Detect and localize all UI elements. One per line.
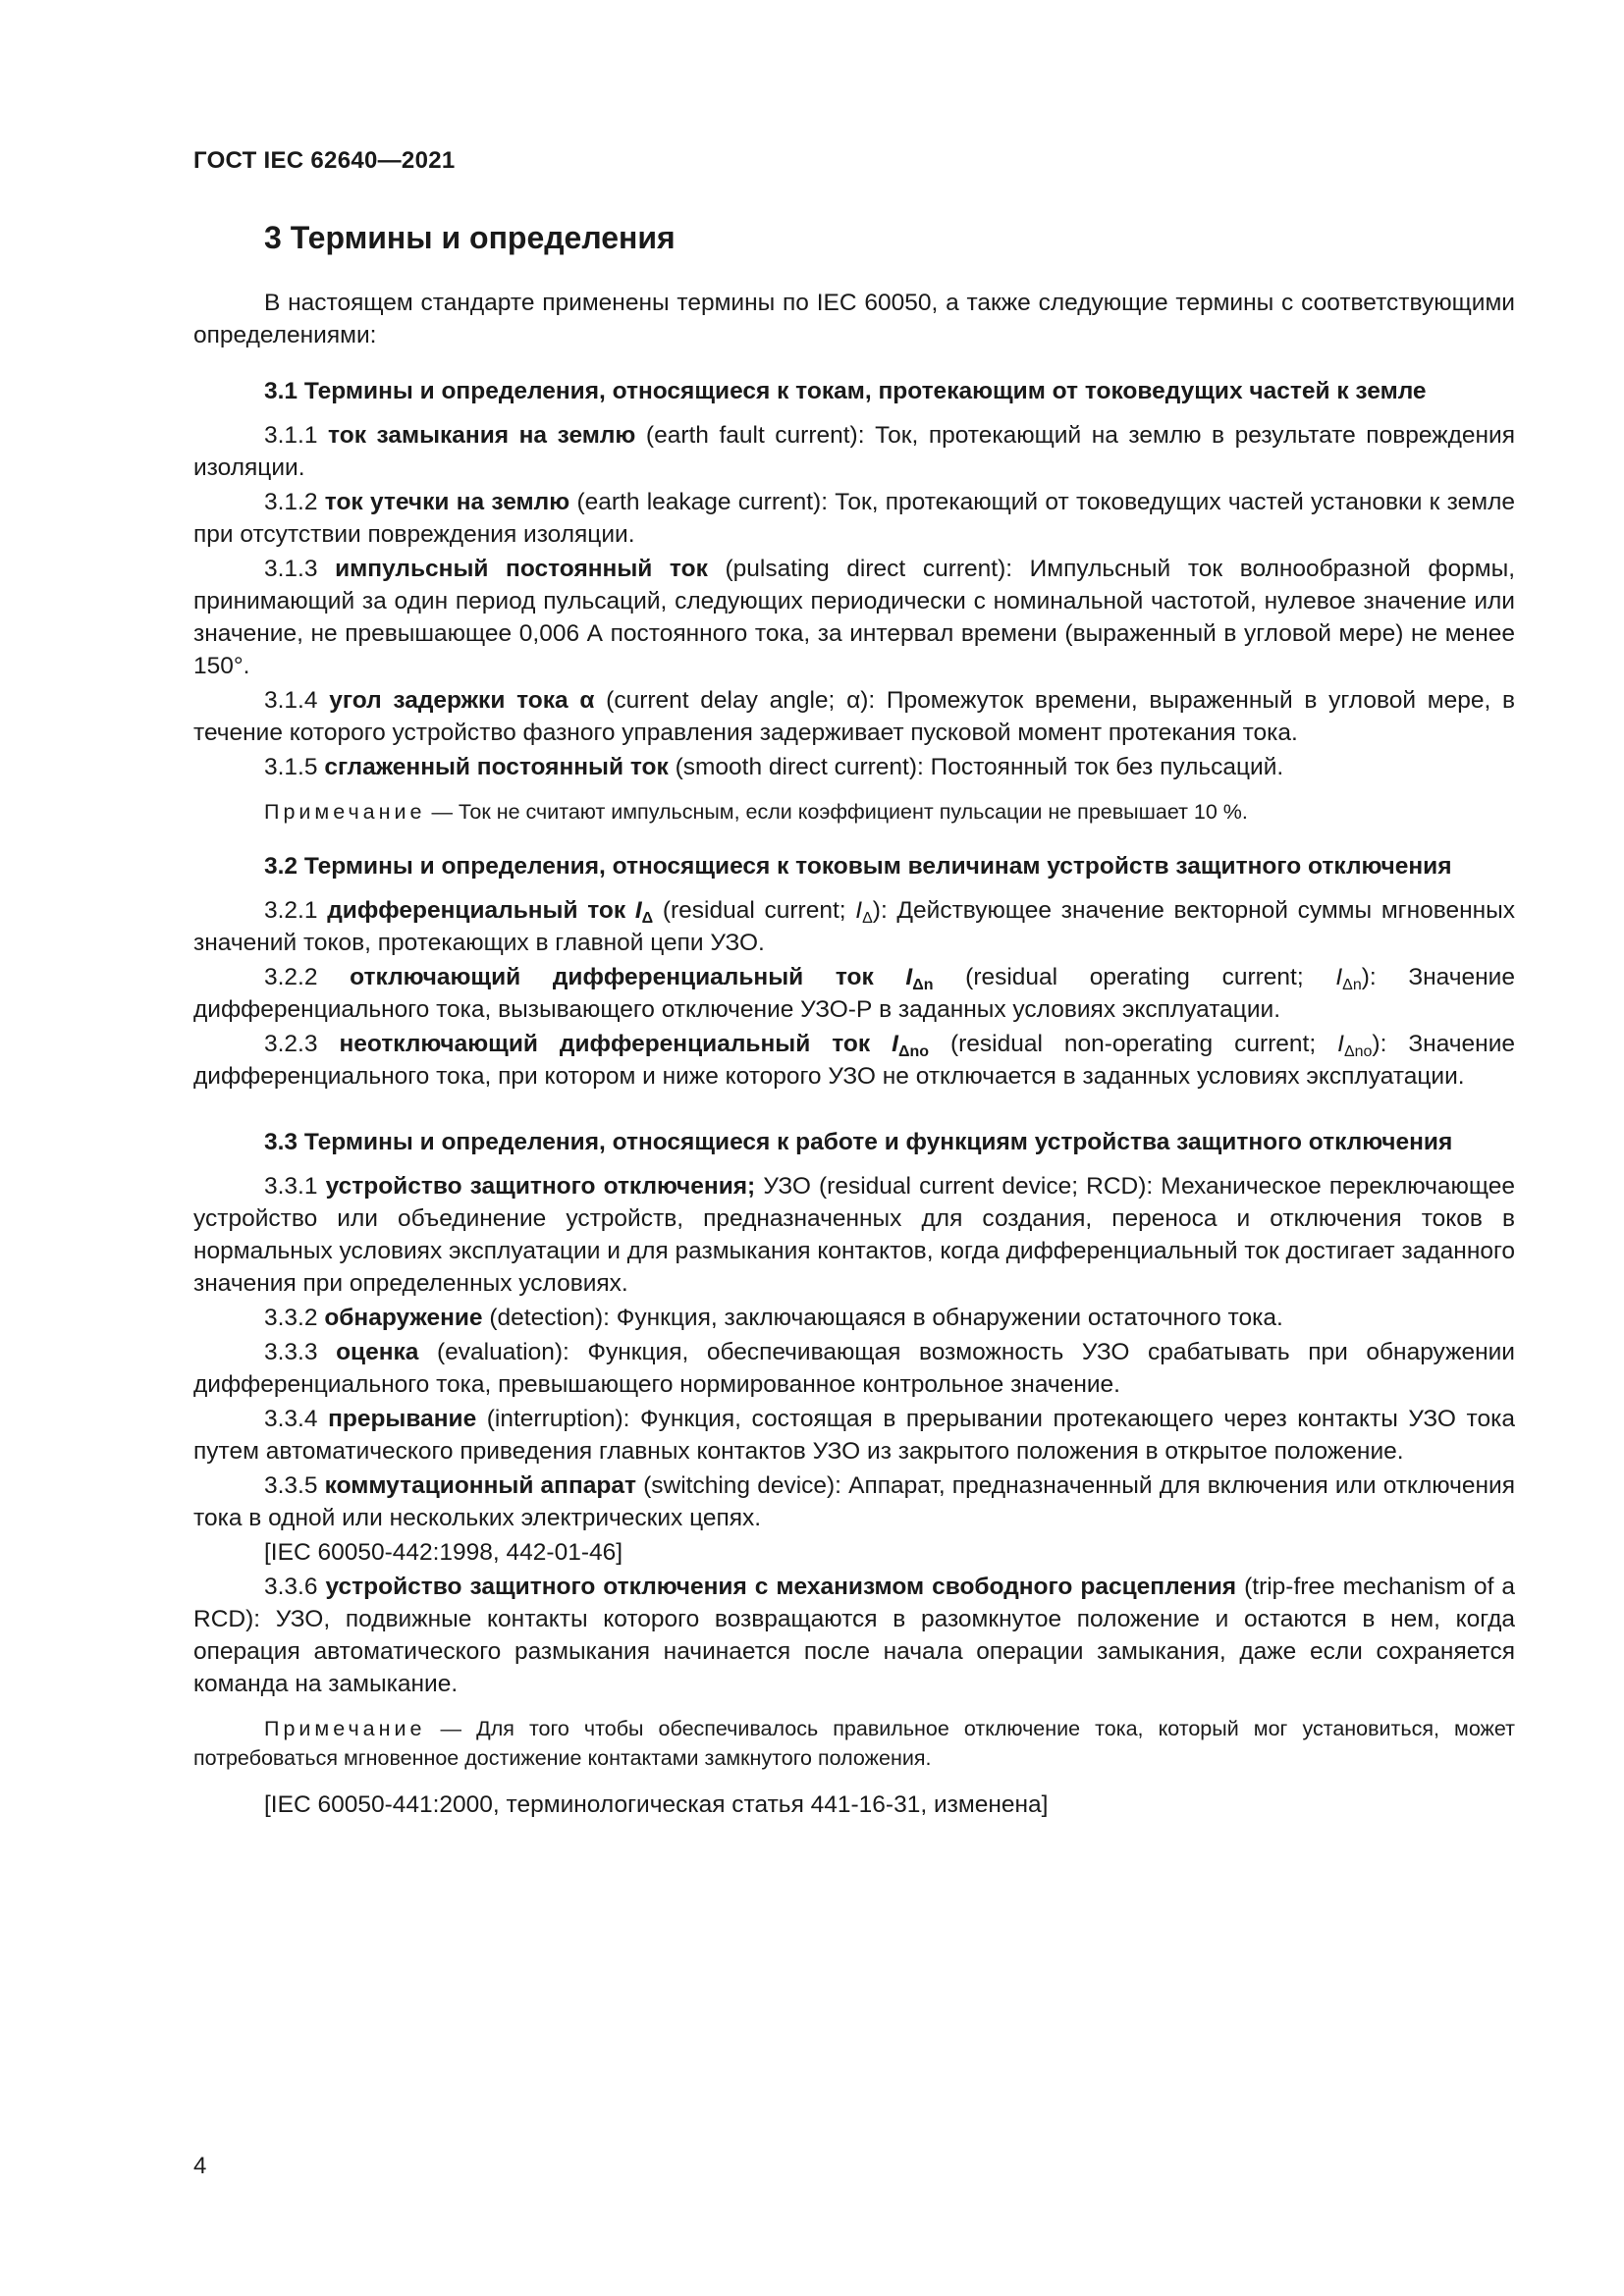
term-name: ток замыкания на землю bbox=[328, 422, 636, 449]
term-3-1-5 bbox=[193, 751, 1515, 783]
term-3-1-4 bbox=[193, 684, 1515, 749]
term-symbol: I bbox=[905, 964, 913, 990]
term-3-3-1 bbox=[193, 1170, 1515, 1300]
term-definition: (earth leakage current): Ток, протекающий от токоведущих частей установки к земле при отсутствии повреждения изоляции. bbox=[193, 489, 1516, 548]
term-symbol-sub: Δn bbox=[1342, 977, 1362, 993]
term-number: 3.3.2 bbox=[264, 1305, 318, 1331]
term-3-2-3 bbox=[193, 1028, 1515, 1093]
term-name: ток утечки на землю bbox=[324, 489, 570, 515]
term-number: 3.3.4 bbox=[264, 1406, 318, 1432]
term-definition: ): Значение дифференциального тока, вызывающего отключение УЗО-Р в заданных условиях эксплуатации. bbox=[193, 964, 1515, 1023]
term-english: (residual current; bbox=[662, 897, 846, 924]
term-name: отключающий дифференциальный ток bbox=[350, 964, 874, 990]
term-symbol-sub: Δno bbox=[897, 1043, 929, 1060]
term-number: 3.2.2 bbox=[264, 964, 318, 990]
term-definition: (pulsating direct current): Импульсный ток волнообразной формы, принимающий за один период пульсаций, следующих периодически с номинальной частотой, нулевое значение или значение, не превышающее 0,006 А постоянного тока, за интервал времени (выраженный в угловой мере) не менее 150°. bbox=[193, 556, 1516, 679]
term-definition: (evaluation): Функция, обеспечивающая возможность УЗО срабатывать при обнаружении дифференциального тока, превышающего нормированное контрольное значение. bbox=[193, 1339, 1515, 1398]
note-text: — Ток не считают импульсным, если коэффициент пульсации не превышает 10 %. bbox=[431, 800, 1248, 824]
term-3-3-5 bbox=[193, 1469, 1515, 1534]
term-name: импульсный постоянный ток bbox=[335, 556, 708, 582]
term-number: 3.1.4 bbox=[264, 687, 318, 714]
term-definition: (interruption): Функция, состоящая в прерывании протекающего через контакты УЗО тока путем автоматического приведения главных контактов УЗО из закрытого положения в открытое положение. bbox=[193, 1406, 1515, 1465]
term-name: дифференциальный ток bbox=[327, 897, 626, 924]
term-name: прерывание bbox=[328, 1406, 477, 1432]
term-definition: ): Действующее значение векторной суммы мгновенных значений токов, протекающих в главной цепи УЗО. bbox=[193, 897, 1516, 956]
term-definition: УЗО (residual current device; RCD): Механическое переключающее устройство или объединение устройств, предназначенных для создания, переноса и отключения токов в нормальных условиях эксплуатации и для размыкания контактов, когда дифференциальный ток достигает заданного значения при определенных условиях. bbox=[193, 1173, 1516, 1297]
term-number: 3.3.6 bbox=[264, 1574, 318, 1600]
term-symbol: I bbox=[1337, 1031, 1344, 1057]
term-name: сглаженный постоянный ток bbox=[324, 754, 669, 780]
term-name: обнаружение bbox=[324, 1305, 483, 1331]
term-3-3-6 bbox=[193, 1571, 1515, 1700]
term-symbol: I bbox=[892, 1031, 898, 1057]
note-label: Примечание bbox=[264, 800, 426, 824]
term-name: коммутационный аппарат bbox=[324, 1472, 636, 1499]
intro-paragraph: В настоящем стандарте применены термины по IEC 60050, а также следующие термины с соответствующими определениями: bbox=[193, 290, 1515, 348]
term-symbol-sub: Δ bbox=[862, 910, 873, 927]
term-number: 3.1.2 bbox=[264, 489, 318, 515]
term-3-3-2 bbox=[193, 1302, 1515, 1334]
document-code-header: ГОСТ IEC 62640—2021 bbox=[193, 147, 456, 174]
term-number: 3.3.5 bbox=[264, 1472, 318, 1499]
subsection-3-3-title: 3.3 Термины и определения, относящиеся к работе и функциям устройства защитного отключения bbox=[264, 1129, 1453, 1155]
note-3-3 bbox=[193, 1714, 1515, 1773]
term-3-2-1 bbox=[193, 894, 1515, 959]
term-number: 3.2.3 bbox=[264, 1031, 318, 1057]
term-number: 3.1.3 bbox=[264, 556, 318, 582]
term-number: 3.1.1 bbox=[264, 422, 318, 449]
term-definition: (earth fault current): Ток, протекающий на землю в результате повреждения изоляции. bbox=[193, 422, 1515, 481]
reference-3-3-5: [IEC 60050-442:1998, 442-01-46] bbox=[264, 1539, 623, 1566]
term-symbol-sub: Δ bbox=[641, 910, 654, 927]
note-text: — Для того чтобы обеспечивалось правильное отключение тока, который мог установиться, может потребоваться мгновенное достижение контактами замкнутого положения. bbox=[193, 1717, 1516, 1770]
term-number: 3.3.1 bbox=[264, 1173, 318, 1200]
term-number: 3.2.1 bbox=[264, 897, 318, 924]
subsection-3-1-title: 3.1 Термины и определения, относящиеся к токам, протекающим от токоведущих частей к земле bbox=[264, 378, 1427, 404]
term-3-1-2 bbox=[193, 486, 1515, 551]
term-3-1-1 bbox=[193, 419, 1515, 484]
term-3-1-3 bbox=[193, 553, 1515, 682]
term-symbol-sub: Δno bbox=[1343, 1043, 1373, 1060]
term-english: (residual operating current; bbox=[965, 964, 1304, 990]
term-symbol-sub: Δn bbox=[912, 977, 934, 993]
page-number: 4 bbox=[193, 2153, 207, 2179]
term-definition: ): Значение дифференциального тока, при котором и ниже которого УЗО не отключается в заданных условиях эксплуатации. bbox=[193, 1031, 1516, 1090]
term-definition: (smooth direct current): Постоянный ток без пульсаций. bbox=[675, 754, 1284, 780]
term-symbol: I bbox=[855, 897, 863, 924]
term-name: угол задержки тока α bbox=[329, 687, 595, 714]
section-title: 3 Термины и определения bbox=[264, 220, 676, 255]
term-3-3-3 bbox=[193, 1336, 1515, 1401]
term-name: неотключающий дифференциальный ток bbox=[339, 1031, 871, 1057]
term-definition: (trip-free mechanism of a RCD): УЗО, подвижные контакты которого возвращаются в разомкнутое положение и остаются в нем, когда операция автоматического размыкания начинается после начала операции замыкания, даже если сохраняется команда на замыкание. bbox=[193, 1574, 1516, 1697]
term-english: (residual non-operating current; bbox=[949, 1031, 1317, 1057]
term-name: устройство защитного отключения с механизмом свободного расцепления bbox=[325, 1574, 1237, 1600]
term-symbol: I bbox=[634, 897, 642, 924]
term-number: 3.1.5 bbox=[264, 754, 318, 780]
reference-3-3-6: [IEC 60050-441:2000, терминологическая статья 441-16-31, изменена] bbox=[264, 1791, 1049, 1818]
term-symbol: I bbox=[1335, 964, 1343, 990]
term-number: 3.3.3 bbox=[264, 1339, 318, 1365]
note-label: Примечание bbox=[264, 1717, 426, 1740]
term-3-3-4 bbox=[193, 1403, 1515, 1468]
term-name: оценка bbox=[336, 1339, 419, 1365]
term-definition: (current delay angle; α): Промежуток времени, выраженный в угловой мере, в течение которого устройство фазного управления задерживает пусковой момент протекания тока. bbox=[193, 687, 1516, 746]
term-definition: (switching device): Аппарат, предназначенный для включения или отключения тока в одной или нескольких электрических цепях. bbox=[193, 1472, 1516, 1531]
page-content bbox=[193, 218, 1515, 1821]
term-definition: (detection): Функция, заключающаяся в обнаружении остаточного тока. bbox=[489, 1305, 1283, 1331]
term-name: устройство защитного отключения; bbox=[325, 1173, 756, 1200]
term-3-2-2 bbox=[193, 961, 1515, 1026]
note-3-1 bbox=[193, 797, 1515, 827]
subsection-3-2-title: 3.2 Термины и определения, относящиеся к токовым величинам устройств защитного отключения bbox=[264, 853, 1452, 880]
